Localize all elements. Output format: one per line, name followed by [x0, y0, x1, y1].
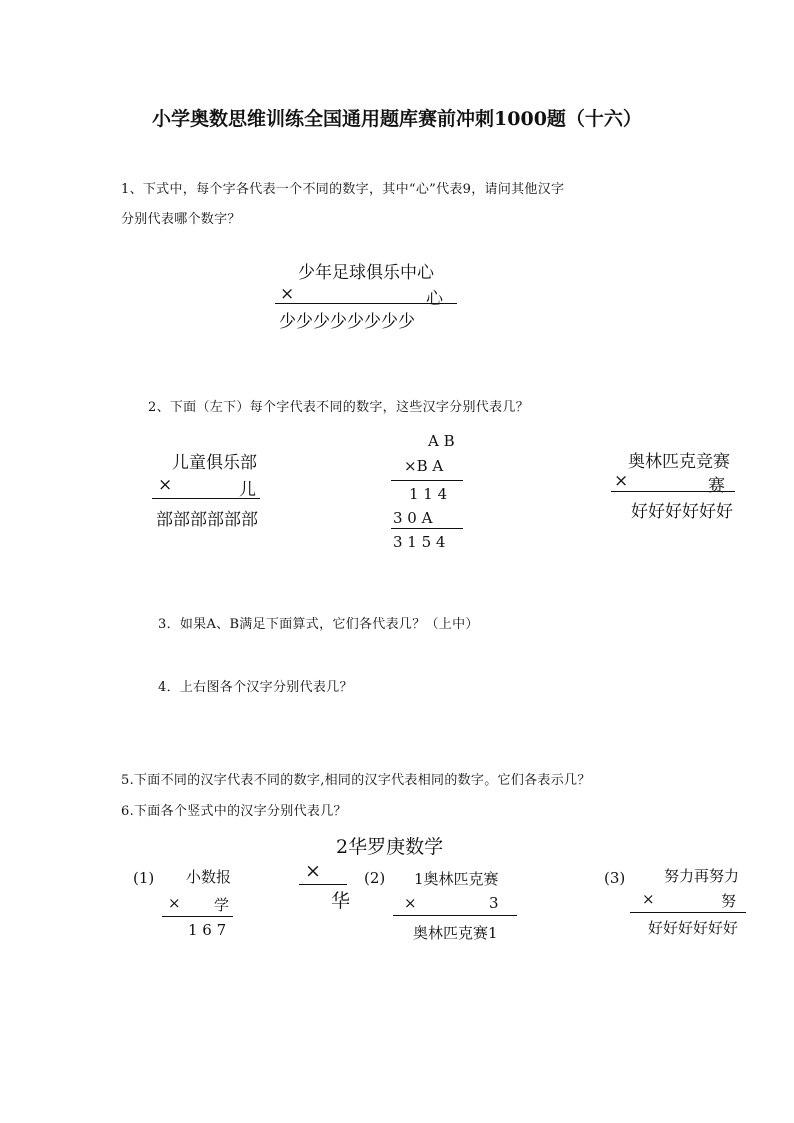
q1-multiplier: 心	[426, 289, 443, 309]
q6-p2-label: (2)	[364, 869, 386, 887]
q2-right-times-sign: ×	[614, 471, 629, 491]
q6-p2-multiplier: 3	[489, 894, 499, 912]
q2-left-product: 部部部部部部	[156, 510, 258, 530]
q3-text: 3．如果A、B满足下面算式，它们各代表几？（上中）	[158, 617, 479, 632]
q2-right-multiplier: 赛	[708, 476, 725, 496]
q2-right-rule	[611, 491, 735, 492]
q6-center-rule	[299, 884, 347, 885]
q2-left-times-sign: ×	[158, 475, 173, 495]
q2-text: 2、下面（左下）每个字代表不同的数字，这些汉字分别代表几？	[148, 400, 529, 415]
q1-text-line2: 分别代表哪个数字？	[121, 212, 241, 227]
q2-mid-row3: 1 1 4	[409, 485, 448, 503]
q4-text: 4．上右图各个汉字分别代表几？	[158, 680, 353, 695]
q6-p1-times-sign: ×	[168, 894, 181, 912]
q2-mid-rule1	[391, 480, 463, 481]
q6-p3-product: 好好好好好好	[648, 919, 739, 937]
q6-p1-rule	[162, 916, 233, 917]
q6-p3-multiplicand: 努力再努力	[664, 867, 740, 885]
q6-p3-rule	[630, 912, 746, 913]
q1-product: 少少少少少少少少	[279, 312, 415, 332]
q1-multiplicand: 少年足球俱乐中心	[298, 263, 434, 283]
q6-p1-label: (1)	[133, 869, 155, 887]
q6-p3-label: (3)	[604, 869, 626, 887]
q6-p3-multiplier: 努	[721, 892, 737, 910]
q5-text: 5.下面不同的汉字代表不同的数字,相同的汉字代表相同的数字。它们各表示几？	[121, 773, 591, 788]
q6-p2-rule	[393, 915, 517, 916]
q2-right-multiplicand: 奥林匹克竞赛	[628, 452, 730, 472]
q2-mid-row4: 3 0 A	[393, 509, 433, 527]
q6-p1-multiplier: 学	[214, 896, 230, 914]
q6-center-times-sign: ×	[305, 860, 321, 882]
q2-mid-row2: ×B A	[404, 457, 444, 475]
q2-mid-row5: 3 1 5 4	[393, 533, 446, 551]
q6-p1-product: 1 6 7	[188, 921, 227, 939]
q1-times-sign: ×	[280, 284, 295, 304]
q6-p3-times-sign: ×	[642, 890, 655, 908]
q6-p2-multiplicand: 1奥林匹克赛	[414, 870, 499, 888]
q2-left-rule	[152, 498, 260, 499]
q6-center-multiplicand: 2华罗庚数学	[336, 836, 444, 858]
q6-center-multiplier: 华	[331, 890, 351, 912]
q2-left-multiplier: 儿	[239, 480, 256, 500]
q2-right-product: 好好好好好好	[631, 502, 733, 522]
q2-mid-row1: A B	[428, 432, 455, 450]
q6-p2-product: 奥林匹克赛1	[413, 924, 498, 942]
q1-rule	[275, 303, 457, 304]
q1-text-line1: 1、下式中，每个字各代表一个不同的数字，其中“心”代表9，请问其他汉字	[121, 182, 565, 197]
page-title: 小学奥数思维训练全国通用题库赛前冲刺1000题（十六）	[152, 108, 642, 130]
q2-left-multiplicand: 儿童俱乐部	[172, 453, 257, 473]
q6-p2-times-sign: ×	[404, 894, 417, 912]
q6-p1-multiplicand: 小数报	[186, 868, 232, 886]
q6-text: 6.下面各个竖式中的汉字分别代表几？	[121, 804, 347, 819]
q2-mid-rule2	[391, 528, 463, 529]
